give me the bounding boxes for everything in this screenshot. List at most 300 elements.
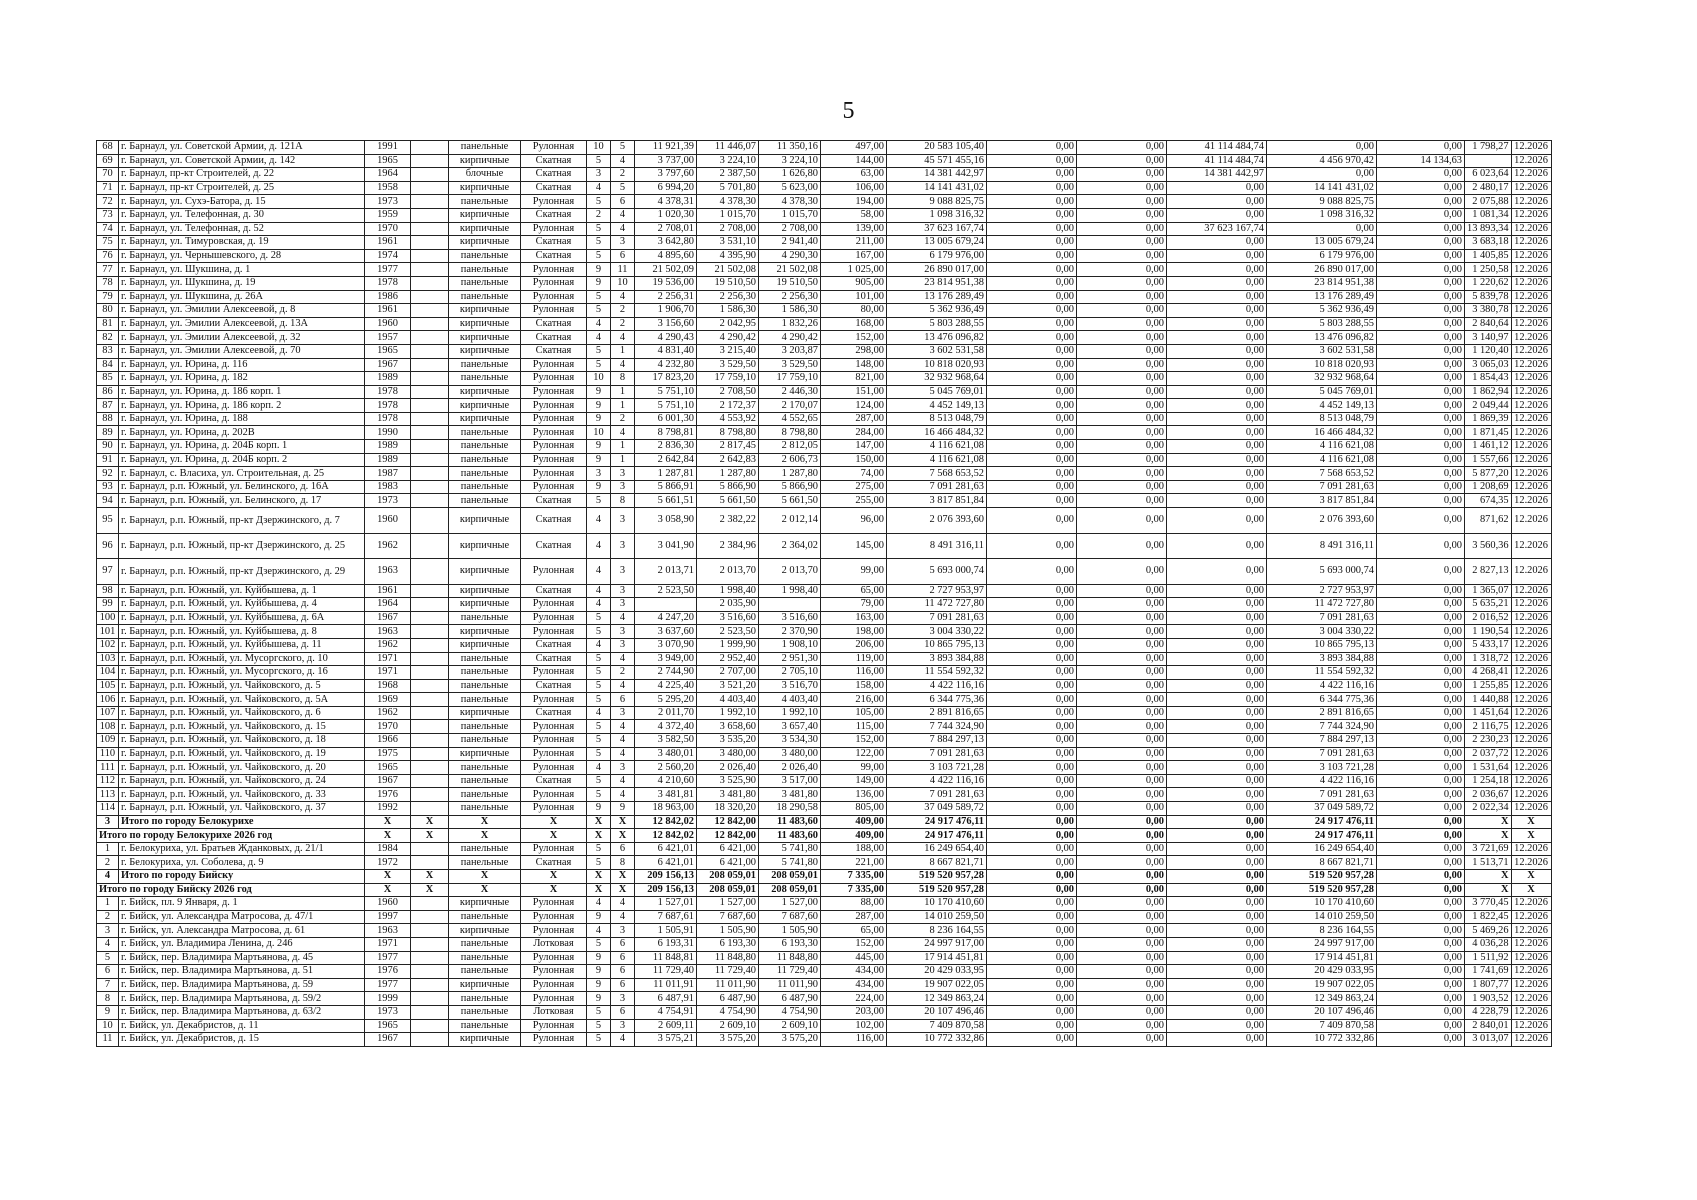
cell-roof-type: Рулонная <box>521 141 587 155</box>
cell-fund-1: 0,00 <box>987 625 1077 639</box>
cell-fund-2: 0,00 <box>1077 720 1167 734</box>
cell-row-number: 113 <box>97 788 119 802</box>
cell-unit-cost: 1 741,69 <box>1465 965 1512 979</box>
cell-extra-mark <box>411 453 449 467</box>
cell-total-cost: 2 891 816,65 <box>887 706 987 720</box>
cell-fund-3: 0,00 <box>1167 706 1267 720</box>
cell-total-area: 4 372,40 <box>635 720 697 734</box>
cell-residents: 284,00 <box>821 426 887 440</box>
cell-address: г. Бийск, пер. Владимира Мартьянова, д. 59 <box>119 978 365 992</box>
cell-total-cost: 5 693 000,74 <box>887 559 987 585</box>
cell-living-area: 1 505,90 <box>697 924 759 938</box>
table-row <box>97 965 1552 979</box>
cell-total-area: 3 481,81 <box>635 788 697 802</box>
cell-address: Итого по городу Белокурихе <box>119 815 365 829</box>
cell-completion-date: 12.2026 <box>1511 559 1551 585</box>
cell-fund-1: 0,00 <box>987 331 1077 345</box>
cell-build-year: 1967 <box>365 1033 411 1047</box>
cell-fund-1: 0,00 <box>987 358 1077 372</box>
cell-unit-cost: 1 513,71 <box>1465 856 1512 870</box>
cell-unit-cost: 1 854,43 <box>1465 372 1512 386</box>
cell-address: г. Барнаул, ул. Юрина, д. 204Б корп. 2 <box>119 453 365 467</box>
cell-fund-4: 14 010 259,50 <box>1267 910 1377 924</box>
cell-unit-cost: 2 230,23 <box>1465 734 1512 748</box>
cell-build-year: 1968 <box>365 679 411 693</box>
cell-fund-3: 0,00 <box>1167 508 1267 534</box>
cell-entrances: 4 <box>611 679 635 693</box>
cell-residential-area: 5 741,80 <box>759 842 821 856</box>
cell-residents: 445,00 <box>821 951 887 965</box>
cell-row-number: 97 <box>97 559 119 585</box>
cell-completion-date: 12.2026 <box>1511 978 1551 992</box>
cell-roof-type: Рулонная <box>521 358 587 372</box>
cell-living-area: 2 042,95 <box>697 317 759 331</box>
cell-entrances: 4 <box>611 222 635 236</box>
cell-fund-4: 3 103 721,28 <box>1267 761 1377 775</box>
cell-entrances: X <box>611 815 635 829</box>
cell-residential-area: 2 609,10 <box>759 1019 821 1033</box>
cell-completion-date: 12.2026 <box>1511 598 1551 612</box>
cell-fund-2: 0,00 <box>1077 788 1167 802</box>
cell-row-number: 111 <box>97 761 119 775</box>
cell-floors: X <box>587 829 611 843</box>
cell-residents: 224,00 <box>821 992 887 1006</box>
cell-row-number: 81 <box>97 317 119 331</box>
cell-entrances: 3 <box>611 1019 635 1033</box>
cell-build-year: X <box>365 829 411 843</box>
cell-row-number: 70 <box>97 168 119 182</box>
cell-fund-6: 0,00 <box>1377 951 1465 965</box>
table-row <box>97 440 1552 454</box>
cell-total-cost: 24 917 476,11 <box>887 815 987 829</box>
cell-entrances: 3 <box>611 598 635 612</box>
cell-floors: 5 <box>587 195 611 209</box>
cell-total-cost: 20 107 496,46 <box>887 1005 987 1019</box>
cell-fund-6: 0,00 <box>1377 965 1465 979</box>
cell-living-area: 11 446,07 <box>697 141 759 155</box>
cell-fund-4: 7 409 870,58 <box>1267 1019 1377 1033</box>
cell-row-number: 7 <box>97 978 119 992</box>
cell-entrances: 8 <box>611 856 635 870</box>
cell-wall-material: кирпичные <box>449 331 521 345</box>
cell-residents: 63,00 <box>821 168 887 182</box>
cell-unit-cost: 5 433,17 <box>1465 638 1512 652</box>
cell-total-area: 8 798,81 <box>635 426 697 440</box>
cell-fund-3: 0,00 <box>1167 412 1267 426</box>
cell-address: г. Барнаул, р.п. Южный, ул. Мусоргского, д. 16 <box>119 666 365 680</box>
cell-fund-6: 0,00 <box>1377 453 1465 467</box>
cell-residents: 194,00 <box>821 195 887 209</box>
table-row <box>97 856 1552 870</box>
cell-fund-4: 7 091 281,63 <box>1267 747 1377 761</box>
cell-wall-material: кирпичные <box>449 924 521 938</box>
cell-completion-date: X <box>1511 883 1551 897</box>
table-row <box>97 802 1552 816</box>
cell-entrances: 4 <box>611 290 635 304</box>
cell-extra-mark: X <box>411 870 449 884</box>
table-row <box>97 706 1552 720</box>
cell-wall-material: кирпичные <box>449 508 521 534</box>
cell-fund-2: 0,00 <box>1077 317 1167 331</box>
cell-total-cost: 5 362 936,49 <box>887 304 987 318</box>
cell-total-area: 6 421,01 <box>635 842 697 856</box>
cell-floors: 9 <box>587 951 611 965</box>
cell-address: г. Барнаул, пр-кт Строителей, д. 25 <box>119 181 365 195</box>
cell-address: г. Бийск, ул. Владимира Ленина, д. 246 <box>119 937 365 951</box>
cell-residents: 119,00 <box>821 652 887 666</box>
table-row <box>97 412 1552 426</box>
cell-floors: 5 <box>587 666 611 680</box>
cell-residential-area: 11 011,90 <box>759 978 821 992</box>
cell-fund-6: 0,00 <box>1377 344 1465 358</box>
cell-total-cost: 7 568 653,52 <box>887 467 987 481</box>
cell-fund-6: 0,00 <box>1377 706 1465 720</box>
cell-fund-1: 0,00 <box>987 666 1077 680</box>
cell-fund-1: 0,00 <box>987 842 1077 856</box>
cell-unit-cost: 1 250,58 <box>1465 263 1512 277</box>
cell-unit-cost: 2 036,67 <box>1465 788 1512 802</box>
cell-row-number: 105 <box>97 679 119 693</box>
cell-wall-material: кирпичные <box>449 747 521 761</box>
cell-total-cost: 9 088 825,75 <box>887 195 987 209</box>
cell-fund-3: 37 623 167,74 <box>1167 222 1267 236</box>
cell-unit-cost: 2 827,13 <box>1465 559 1512 585</box>
cell-address: г. Белокуриха, ул. Братьев Жданковых, д. 21/1 <box>119 842 365 856</box>
cell-residential-area: 11 848,80 <box>759 951 821 965</box>
cell-wall-material: кирпичные <box>449 897 521 911</box>
cell-build-year: 1960 <box>365 897 411 911</box>
cell-address: г. Барнаул, ул. Эмилии Алексеевой, д. 70 <box>119 344 365 358</box>
cell-build-year: 1963 <box>365 924 411 938</box>
cell-address: г. Барнаул, р.п. Южный, пр-кт Дзержинского, д. 7 <box>119 508 365 534</box>
cell-residents: 409,00 <box>821 829 887 843</box>
cell-fund-4: 20 429 033,95 <box>1267 965 1377 979</box>
cell-completion-date: 12.2026 <box>1511 1005 1551 1019</box>
cell-address: г. Барнаул, р.п. Южный, ул. Чайковского, д. 37 <box>119 802 365 816</box>
cell-floors: 5 <box>587 652 611 666</box>
cell-entrances: 1 <box>611 385 635 399</box>
table-row <box>97 1005 1552 1019</box>
cell-floors: 9 <box>587 453 611 467</box>
cell-residents: 148,00 <box>821 358 887 372</box>
cell-row-number: 1 <box>97 897 119 911</box>
cell-build-year: 1957 <box>365 331 411 345</box>
cell-address: г. Барнаул, р.п. Южный, ул. Чайковского, д. 18 <box>119 734 365 748</box>
cell-total-area: 4 210,60 <box>635 774 697 788</box>
cell-address: г. Бийск, пл. 9 Января, д. 1 <box>119 897 365 911</box>
cell-residential-area: 5 866,90 <box>759 480 821 494</box>
cell-wall-material: панельные <box>449 1005 521 1019</box>
cell-wall-material: кирпичные <box>449 559 521 585</box>
cell-extra-mark <box>411 992 449 1006</box>
cell-fund-6: 0,00 <box>1377 508 1465 534</box>
cell-total-cost: 7 091 281,63 <box>887 480 987 494</box>
cell-fund-2: 0,00 <box>1077 978 1167 992</box>
cell-entrances: 3 <box>611 467 635 481</box>
cell-fund-4: 26 890 017,00 <box>1267 263 1377 277</box>
cell-completion-date: 12.2026 <box>1511 720 1551 734</box>
cell-unit-cost: 1 120,40 <box>1465 344 1512 358</box>
cell-fund-4: 17 914 451,81 <box>1267 951 1377 965</box>
table-row <box>97 625 1552 639</box>
cell-total-area: 2 523,50 <box>635 584 697 598</box>
cell-fund-6: 0,00 <box>1377 598 1465 612</box>
cell-entrances: 6 <box>611 195 635 209</box>
cell-row-number: 108 <box>97 720 119 734</box>
cell-fund-3: 0,00 <box>1167 208 1267 222</box>
cell-roof-type: Рулонная <box>521 372 587 386</box>
cell-completion-date: 12.2026 <box>1511 317 1551 331</box>
cell-fund-1: 0,00 <box>987 978 1077 992</box>
cell-living-area: 18 320,20 <box>697 802 759 816</box>
cell-total-cost: 4 452 149,13 <box>887 399 987 413</box>
cell-completion-date: 12.2026 <box>1511 467 1551 481</box>
cell-completion-date: 12.2026 <box>1511 937 1551 951</box>
cell-fund-1: 0,00 <box>987 533 1077 559</box>
cell-extra-mark <box>411 666 449 680</box>
cell-row-number: 106 <box>97 693 119 707</box>
cell-fund-3: 0,00 <box>1167 598 1267 612</box>
cell-total-area: 4 831,40 <box>635 344 697 358</box>
cell-address: г. Барнаул, ул. Юрина, д. 188 <box>119 412 365 426</box>
cell-fund-6: 0,00 <box>1377 584 1465 598</box>
cell-extra-mark <box>411 788 449 802</box>
cell-fund-2: 0,00 <box>1077 480 1167 494</box>
cell-total-area: 3 797,60 <box>635 168 697 182</box>
cell-total-area: 3 642,80 <box>635 236 697 250</box>
cell-wall-material: блочные <box>449 168 521 182</box>
table-row <box>97 720 1552 734</box>
cell-address: г. Барнаул, ул. Юрина, д. 202В <box>119 426 365 440</box>
cell-floors: 4 <box>587 508 611 534</box>
cell-build-year: 1971 <box>365 937 411 951</box>
cell-completion-date: 12.2026 <box>1511 625 1551 639</box>
cell-floors: 10 <box>587 141 611 155</box>
cell-fund-2: 0,00 <box>1077 141 1167 155</box>
cell-row-number: 112 <box>97 774 119 788</box>
cell-row-number: 100 <box>97 611 119 625</box>
table-row <box>97 141 1552 155</box>
table-row <box>97 978 1552 992</box>
cell-fund-1: 0,00 <box>987 734 1077 748</box>
cell-roof-type: Рулонная <box>521 720 587 734</box>
cell-residents: 287,00 <box>821 910 887 924</box>
cell-extra-mark <box>411 951 449 965</box>
cell-residents: 7 335,00 <box>821 870 887 884</box>
cell-fund-2: 0,00 <box>1077 195 1167 209</box>
cell-wall-material: панельные <box>449 480 521 494</box>
cell-fund-1: 0,00 <box>987 385 1077 399</box>
cell-residents: 145,00 <box>821 533 887 559</box>
cell-extra-mark: X <box>411 829 449 843</box>
cell-wall-material: X <box>449 870 521 884</box>
cell-fund-1: 0,00 <box>987 154 1077 168</box>
cell-extra-mark <box>411 611 449 625</box>
cell-row-number: 88 <box>97 412 119 426</box>
cell-living-area: 1 015,70 <box>697 208 759 222</box>
cell-fund-6: 0,00 <box>1377 559 1465 585</box>
cell-completion-date: 12.2026 <box>1511 652 1551 666</box>
cell-fund-3: 0,00 <box>1167 494 1267 508</box>
cell-unit-cost: 3 770,45 <box>1465 897 1512 911</box>
cell-fund-1: 0,00 <box>987 802 1077 816</box>
cell-living-area: 2 382,22 <box>697 508 759 534</box>
cell-fund-6: 0,00 <box>1377 141 1465 155</box>
cell-unit-cost: 5 839,78 <box>1465 290 1512 304</box>
cell-row-number: 2 <box>97 910 119 924</box>
cell-fund-6: 0,00 <box>1377 693 1465 707</box>
cell-residents: 65,00 <box>821 584 887 598</box>
cell-roof-type: Рулонная <box>521 951 587 965</box>
cell-wall-material: панельные <box>449 652 521 666</box>
cell-fund-2: 0,00 <box>1077 815 1167 829</box>
cell-total-cost: 7 091 281,63 <box>887 788 987 802</box>
cell-residents: 434,00 <box>821 965 887 979</box>
cell-residents: 116,00 <box>821 1033 887 1047</box>
cell-fund-4: 5 803 288,55 <box>1267 317 1377 331</box>
cell-fund-4: 6 344 775,36 <box>1267 693 1377 707</box>
cell-entrances: 3 <box>611 706 635 720</box>
cell-fund-1: 0,00 <box>987 453 1077 467</box>
cell-fund-6: 0,00 <box>1377 412 1465 426</box>
table-row <box>97 399 1552 413</box>
cell-floors: 5 <box>587 693 611 707</box>
cell-wall-material: кирпичные <box>449 638 521 652</box>
cell-fund-6: 0,00 <box>1377 195 1465 209</box>
cell-build-year: 1989 <box>365 453 411 467</box>
cell-living-area: 3 658,60 <box>697 720 759 734</box>
cell-living-area: 2 708,50 <box>697 385 759 399</box>
cell-build-year: 1991 <box>365 141 411 155</box>
cell-total-area: 4 247,20 <box>635 611 697 625</box>
cell-fund-2: 0,00 <box>1077 910 1167 924</box>
cell-fund-4: 0,00 <box>1267 222 1377 236</box>
cell-extra-mark <box>411 385 449 399</box>
cell-wall-material: кирпичные <box>449 1033 521 1047</box>
cell-residents: 99,00 <box>821 559 887 585</box>
cell-completion-date: 12.2026 <box>1511 747 1551 761</box>
cell-fund-6: 0,00 <box>1377 897 1465 911</box>
cell-wall-material: панельные <box>449 842 521 856</box>
cell-wall-material: кирпичные <box>449 304 521 318</box>
cell-fund-1: 0,00 <box>987 480 1077 494</box>
cell-residential-area: 3 575,20 <box>759 1033 821 1047</box>
cell-address: г. Барнаул, р.п. Южный, ул. Куйбышева, д. 11 <box>119 638 365 652</box>
table-row <box>97 263 1552 277</box>
cell-completion-date: 12.2026 <box>1511 236 1551 250</box>
cell-row-number: 98 <box>97 584 119 598</box>
cell-address: г. Барнаул, ул. Советской Армии, д. 121А <box>119 141 365 155</box>
cell-unit-cost: 1 365,07 <box>1465 584 1512 598</box>
cell-floors: 5 <box>587 788 611 802</box>
cell-build-year: 1976 <box>365 965 411 979</box>
cell-total-area: 3 156,60 <box>635 317 697 331</box>
cell-fund-4: 8 513 048,79 <box>1267 412 1377 426</box>
cell-extra-mark <box>411 1019 449 1033</box>
cell-fund-6: 0,00 <box>1377 290 1465 304</box>
cell-fund-6: 0,00 <box>1377 666 1465 680</box>
cell-residents: 152,00 <box>821 937 887 951</box>
cell-fund-3: 0,00 <box>1167 652 1267 666</box>
cell-fund-2: 0,00 <box>1077 584 1167 598</box>
cell-completion-date: 12.2026 <box>1511 181 1551 195</box>
cell-fund-3: 0,00 <box>1167 611 1267 625</box>
cell-unit-cost: 4 268,41 <box>1465 666 1512 680</box>
cell-completion-date: 12.2026 <box>1511 372 1551 386</box>
cell-address: Итого по городу Белокурихе 2026 год <box>97 829 365 843</box>
cell-residents: 216,00 <box>821 693 887 707</box>
cell-living-area: 5 866,90 <box>697 480 759 494</box>
cell-address: г. Барнаул, ул. Юрина, д. 204Б корп. 1 <box>119 440 365 454</box>
cell-fund-1: 0,00 <box>987 426 1077 440</box>
cell-total-cost: 17 914 451,81 <box>887 951 987 965</box>
cell-total-cost: 7 409 870,58 <box>887 1019 987 1033</box>
cell-residential-area: 6 487,90 <box>759 992 821 1006</box>
cell-fund-3: 0,00 <box>1167 978 1267 992</box>
table-row <box>97 222 1552 236</box>
cell-total-cost: 19 907 022,05 <box>887 978 987 992</box>
cell-fund-6: 0,00 <box>1377 992 1465 1006</box>
cell-total-area: 3 582,50 <box>635 734 697 748</box>
cell-fund-4: 7 091 281,63 <box>1267 480 1377 494</box>
table-row <box>97 638 1552 652</box>
cell-floors: 4 <box>587 331 611 345</box>
cell-residents: 167,00 <box>821 249 887 263</box>
cell-total-area: 5 866,91 <box>635 480 697 494</box>
cell-completion-date: 12.2026 <box>1511 141 1551 155</box>
cell-fund-1: 0,00 <box>987 1033 1077 1047</box>
cell-fund-3: 0,00 <box>1167 1005 1267 1019</box>
cell-address: г. Барнаул, р.п. Южный, ул. Чайковского, д. 20 <box>119 761 365 775</box>
cell-completion-date: 12.2026 <box>1511 638 1551 652</box>
cell-fund-6: 0,00 <box>1377 734 1465 748</box>
cell-residential-area: 2 256,30 <box>759 290 821 304</box>
cell-total-cost: 26 890 017,00 <box>887 263 987 277</box>
cell-unit-cost: 1 531,64 <box>1465 761 1512 775</box>
cell-wall-material: панельные <box>449 467 521 481</box>
cell-total-area: 5 661,51 <box>635 494 697 508</box>
cell-total-area: 21 502,09 <box>635 263 697 277</box>
cell-fund-4: 8 667 821,71 <box>1267 856 1377 870</box>
cell-row-number: 101 <box>97 625 119 639</box>
cell-total-area: 2 013,71 <box>635 559 697 585</box>
cell-total-cost: 13 476 096,82 <box>887 331 987 345</box>
cell-entrances: 8 <box>611 494 635 508</box>
cell-extra-mark <box>411 1005 449 1019</box>
cell-address: г. Бийск, ул. Декабристов, д. 15 <box>119 1033 365 1047</box>
cell-fund-6: 0,00 <box>1377 611 1465 625</box>
cell-living-area: 2 256,30 <box>697 290 759 304</box>
cell-total-cost: 11 554 592,32 <box>887 666 987 680</box>
cell-entrances: 4 <box>611 331 635 345</box>
cell-total-area: 3 480,01 <box>635 747 697 761</box>
cell-completion-date: X <box>1511 829 1551 843</box>
cell-living-area: 208 059,01 <box>697 870 759 884</box>
cell-living-area: 11 848,80 <box>697 951 759 965</box>
cell-completion-date: 12.2026 <box>1511 802 1551 816</box>
cell-wall-material: кирпичные <box>449 598 521 612</box>
cell-living-area: 2 523,50 <box>697 625 759 639</box>
cell-residents: 147,00 <box>821 440 887 454</box>
cell-roof-type: Скатная <box>521 856 587 870</box>
cell-fund-6: 0,00 <box>1377 331 1465 345</box>
cell-entrances: 9 <box>611 802 635 816</box>
cell-living-area: 3 516,60 <box>697 611 759 625</box>
cell-entrances: 6 <box>611 965 635 979</box>
cell-build-year: 1986 <box>365 290 411 304</box>
cell-fund-1: 0,00 <box>987 924 1077 938</box>
cell-living-area: 6 193,30 <box>697 937 759 951</box>
